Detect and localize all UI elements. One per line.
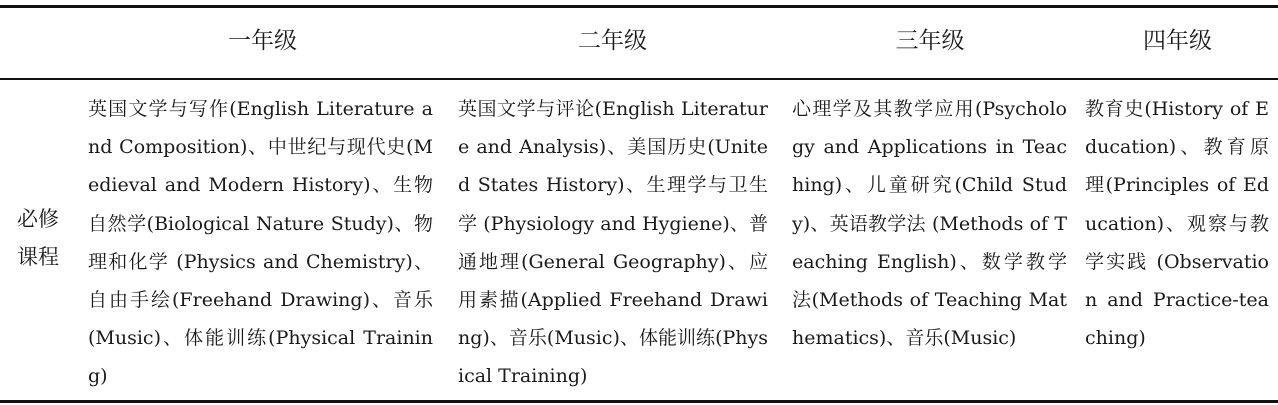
- table-header-rule: [0, 78, 1278, 80]
- header-year-1: 一年级: [228, 28, 297, 54]
- header-year-3: 三年级: [895, 28, 965, 54]
- header-year-2: 二年级: [578, 28, 647, 54]
- cell-year-2-courses: 英国文学与评论(English Literature and Analysis)、美国历史(United States History)、生理学与卫生学 (Physiology and Hygiene)、普通地理(General Geography)、应用素描(Applied Freehand Drawing)、音乐(Music)、体能训练(Physical Training): [458, 98, 768, 388]
- cell-year-4-courses: 教育史(History of Education)、教育原理(Principles of Education)、观察与教学实践 (Observation and Practice-teaching): [1085, 98, 1269, 350]
- row-label-required-courses: 必修课程: [17, 207, 59, 269]
- header-year-4: 四年级: [1143, 28, 1212, 54]
- table-top-rule: [0, 5, 1278, 8]
- cell-year-1-courses: 英国文学与写作(English Literature and Composition)、中世纪与现代史(Medieval and Modern History)、生物自然学(Biological Nature Study)、物理和化学 (Physics and Chemistry)、自由手绘(Freehand Drawing)、音乐(Music)、体能训练(Physical Training): [88, 98, 433, 388]
- table-bottom-rule: [0, 400, 1278, 403]
- cell-year-3-courses: 心理学及其教学应用(Psychology and Applications in Teaching)、儿童研究(Child Study)、英语教学法 (Methods of Teaching English)、数学教学法(Methods of Teaching Mathematics)、音乐(Music): [792, 98, 1067, 350]
